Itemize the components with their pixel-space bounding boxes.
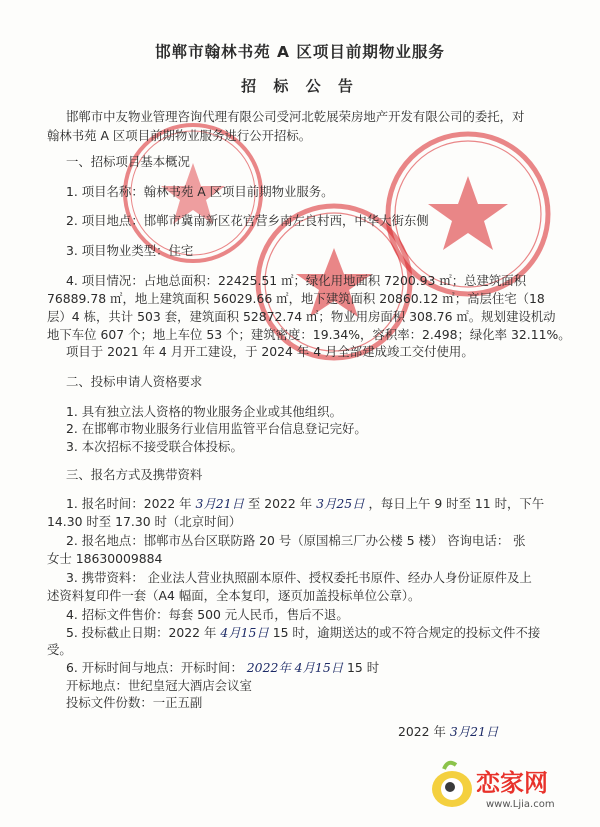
section-3-item-6-line-2: 开标地点：世纪皇冠大酒店会议室	[66, 678, 252, 693]
section-3-item-2-line-1: 2. 报名地点：邯郸市丛台区联防路 20 号（原国棉三厂办公楼 5 楼） 咨询电话： 张	[66, 533, 526, 548]
section-3-item-6-line-3: 投标文件份数：一正五副	[66, 695, 203, 710]
section-2-item-3: 3. 本次招标不接受联合体投标。	[66, 439, 243, 454]
registration-to: 至 2022 年	[247, 496, 313, 511]
handwritten-opening-date: 2022年 4月15日	[246, 660, 344, 675]
section-2-item-2: 2. 在邯郸市物业服务行业信用监管平台信息登记完好。	[66, 421, 367, 436]
section-1-item-4-line-2: 76889.78 ㎡，地上建筑面积 56029.66 ㎡，地下建筑面积 20860.12 ㎡；高层住宅（18	[47, 291, 545, 306]
opening-hour: 15 时	[347, 660, 380, 675]
registration-hours: ，每日上午 9 时至 11 时，下午	[368, 496, 545, 511]
section-3-item-2-line-2: 女士 18630009884	[47, 551, 163, 566]
section-3-item-5-line-2: 受。	[47, 642, 72, 657]
section-1-item-1: 1. 项目名称：翰林书苑 A 区项目前期物业服务。	[66, 184, 334, 199]
section-3-item-1-line-1	[66, 496, 544, 511]
section-3-item-3-line-2: 述资料复印件一套（A4 幅面，全本复印，逐页加盖投标单位公章）。	[47, 588, 421, 603]
section-1-item-2: 2. 项目地点：邯郸市冀南新区花官营乡南左良村西，中华大街东侧	[66, 213, 429, 228]
section-1-heading: 一、招标项目基本概况	[66, 154, 190, 169]
handwritten-end-date: 3月25日	[316, 496, 365, 511]
section-3-item-4: 4. 招标文件售价：每套 500 元人民币，售后不退。	[66, 607, 349, 622]
section-1-item-4-line-1: 4. 项目情况：占地总面积：22425.51 ㎡；绿化用地面积 7200.93 ㎡；总建筑面积	[66, 273, 527, 288]
intro-line-2: 翰林书苑 A 区项目前期物业服务进行公开招标。	[47, 128, 312, 143]
section-3-item-1-line-2: 14.30 时至 17.30 时（北京时间）	[47, 514, 242, 529]
section-3-item-5-line-1	[66, 625, 540, 640]
registration-label: 1. 报名时间：2022 年	[66, 496, 192, 511]
section-3-item-6-line-1	[66, 660, 379, 675]
handwritten-start-date: 3月21日	[195, 496, 244, 511]
document-subtitle: 招 标 公 告	[241, 77, 359, 95]
logo-brand-text: 恋家网	[476, 769, 548, 797]
notice-date	[398, 724, 498, 739]
handwritten-notice-date: 3月21日	[449, 724, 499, 739]
notice-date-year: 2022 年	[398, 724, 446, 739]
deadline-detail: 15 时，逾期送达的或不符合规定的投标文件不接	[272, 625, 541, 640]
document-title: 邯郸市翰林书苑 A 区项目前期物业服务	[155, 43, 445, 61]
intro-line-1: 邯郸市中友物业管理咨询代理有限公司受河北乾展荣房地产开发有限公司的委托，对	[66, 109, 525, 124]
section-3-item-3-line-1: 3. 携带资料： 企业法人营业执照副本原件、授权委托书原件、经办人身份证原件及上	[66, 570, 532, 585]
opening-label: 6. 开标时间与地点：开标时间：	[66, 660, 243, 675]
handwritten-deadline-date: 4月15日	[220, 625, 269, 640]
deadline-label: 5. 投标截止日期：2022 年	[66, 625, 217, 640]
ljia-logo	[428, 755, 593, 813]
section-2-heading: 二、投标申请人资格要求	[66, 374, 203, 389]
section-2-item-1: 1. 具有独立法人资格的物业服务企业或其他组织。	[66, 404, 342, 419]
section-1-item-4-line-5: 项目于 2021 年 4 月开工建设，于 2024 年 4 月全部建成竣工交付使用。	[66, 344, 474, 359]
section-1-item-3: 3. 项目物业类型：住宅	[66, 243, 194, 258]
section-3-heading: 三、报名方式及携带资料	[66, 467, 203, 482]
logo-url-text: www.Ljia.com	[486, 799, 555, 810]
section-1-item-4-line-3: 层）4 栋，共计 503 套，建筑面积 52872.74 ㎡；物业用房面积 308.76 ㎡。规划建设机动	[47, 309, 556, 324]
section-1-item-4-line-4: 地下车位 607 个；地上车位 53 个；建筑密度：19.34%，容积率：2.498；绿化率 32.11%。	[47, 327, 571, 342]
